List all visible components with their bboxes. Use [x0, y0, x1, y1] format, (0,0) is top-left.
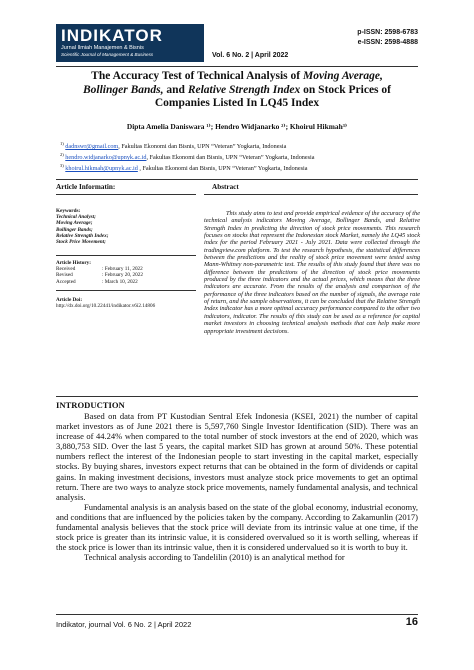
author-list: Dipta Amelia Daniswara ¹⁾; Hendro Widjanarko ²⁾; Khoirul Hikmah³⁾: [126, 122, 348, 131]
history-heading: Article History:: [56, 260, 92, 266]
info-top-rule: [56, 179, 418, 180]
journal-header: [56, 24, 418, 64]
keyword: Relative Strength Index;: [56, 232, 109, 239]
header-divider: [56, 66, 418, 67]
introduction-body: [56, 411, 418, 562]
info-left-rule: [56, 194, 196, 195]
history-block: [56, 260, 196, 285]
abstract-text: This study aims to test and provide empirical evidence of the accuracy of the technical analysis indicators Moving Average, Bollinger Bands, and Relative Strength Index in predicting the direction of stock price movements. This research focuses on stocks that represent the Indonesian stock Market, namely the LQ45 stock index for the period February 2021 - July 2021. Data were collected through the tradingview.com platform. To test the research hypothesis, the statistical differences between the predictions and the reality of stock price movement were tested using Mann-Whitney non-parametric test. The results of this study found that there was no difference between the predictions of the direction of stock price movements produced by the three indicators and the actual prices, which means that the three indicators are accurate. From the results of the analysis and comparison of the performance of the three indicators based on the number of signals, the average rate of return, and the sample observations, it can be concluded that the Relative Strength Index indicator has a more optimal accuracy performance compared to the other two indicators, indicator. The results of this study can be used as a reference for capital market investors in choosing technical analysis methods that can help make more appropriate investment decisions.: [204, 210, 420, 335]
history-rule: [56, 290, 196, 291]
logo-tagline: Scientific Journal of Management & Business: [61, 52, 154, 57]
pissn: p-ISSN: 2598-6783: [357, 29, 418, 36]
author-email-link[interactable]: hendro.widjanarko@upnyk.ac.id: [65, 154, 147, 162]
title-part-4: and: [163, 83, 188, 96]
doi-link[interactable]: http://dx.doi.org/10.22441/indikator.v6i2.14806: [56, 303, 156, 310]
keyword: Technical Analyst;: [56, 214, 96, 221]
affiliations: [60, 140, 422, 173]
paragraph: Fundamental analysis is an analysis based on the state of the global economy, industrial economy, and conditions that are influenced by the policies taken by the company. According to Zakamunlin (2017) fundamental analysis believes that the stock price will deviate from its intrinsic value at one time, if the stock price is greater than its intrinsic value, it is considered overvalued so it is worth selling, whereas if the stock price is lower than its intrinsic value, then it is considered undervalued so it is worth to buy it.: [56, 501, 418, 553]
title-part-3: Bollinger Bands,: [83, 83, 164, 96]
title-part-2: Moving Average,: [302, 70, 383, 82]
title-part-6: on Stock Prices of Companies Listed In LQ45 Index: [154, 83, 391, 109]
paper-title: [70, 70, 404, 111]
author-email-link[interactable]: dadnswr@gmail.com: [65, 143, 119, 151]
title-part-5: Relative Strength Index: [187, 83, 301, 96]
affiliation-3: $^{3)}$ khoirul.hikmah@upnyk.ac.id , Fakultas Ekonomi dan Bisnis, UPN “Veteran” Yogkarta, Indonesia: [60, 163, 308, 173]
abstract-bottom-rule: [56, 396, 418, 397]
history-row: Accepted : March 10, 2022: [56, 278, 138, 285]
page-number: 16: [405, 616, 418, 628]
keyword: Stock Price Movement;: [56, 239, 106, 246]
keyword: Bollinger Bands;: [56, 226, 93, 233]
history-row: Revised : February 20, 2022: [56, 272, 143, 279]
info-right-rule: [204, 194, 418, 195]
paragraph: Based on data from PT Kustodian Sentral Efek Indonesia (KSEI, 2021) the number of capital market investors as of June 2021 there is 5,597,760 Single Investor Identification (SID). There was an increase of 44.24% when compared to the total number of stock investors at the end of 2020, which was 3,880,753 SID. Over the last 5 years, the capital market SID has grown at around 50%. These potential numbers reflect the interest of the Indonesian people to start investing in the capital market, especially stocks. By buying shares, investors expect returns that can be obtained in the form of dividends or capital gains. In making investment decisions, investors must analyze stock price movements to get an optimal return. There are two ways to analyze stock price movements, namely fundamental analysis, and technical analysis.: [56, 411, 418, 502]
affiliation-2: $^{2)}$ hendro.widjanarko@upnyk.ac.id, Fakultas Ekonomi dan Bisnis, UPN “Veteran” Yogkarta, Indonesia: [60, 152, 315, 162]
doi-heading: Article Doi:: [56, 297, 83, 303]
logo-name: INDIKATOR: [61, 26, 163, 45]
title-part-1: The Accuracy Test of Technical Analysis of: [91, 70, 303, 82]
issn-block: [357, 28, 418, 48]
keywords-block: [56, 208, 196, 245]
introduction-heading: INTRODUCTION: [56, 400, 125, 410]
affiliation-1: $^{1)}$ dadnswr@gmail.com, Fakultas Ekonomi dan Bisnis, UPN “Veteran” Yogkarta, Indonesia: [60, 141, 287, 151]
abstract-heading: Abstract: [212, 183, 239, 191]
doi-block: [56, 297, 196, 309]
logo-subtitle: Jurnal Ilmiah Manajemen & Bisnis: [61, 45, 144, 51]
journal-logo: [56, 24, 204, 62]
history-row: Received : February 11, 2022: [56, 266, 143, 273]
keywords-heading: Keywords:: [56, 208, 81, 214]
author-email-link[interactable]: khoirul.hikmah@upnyk.ac.id: [65, 165, 138, 173]
footer-divider: [56, 614, 418, 615]
footer-journal: Indikator, journal Vol. 6 No. 2 | April 2022: [56, 620, 192, 629]
keywords-rule: [56, 255, 196, 256]
eissn: e-ISSN: 2598-4888: [357, 39, 418, 46]
keyword: Moving Average;: [56, 220, 93, 227]
paragraph: Technical analysis according to Tandelilin (2010) is an analytical method for: [84, 552, 345, 563]
volume-label: Vol. 6 No. 2 | April 2022: [212, 52, 289, 59]
article-info-heading: Article Informatin:: [56, 183, 116, 191]
